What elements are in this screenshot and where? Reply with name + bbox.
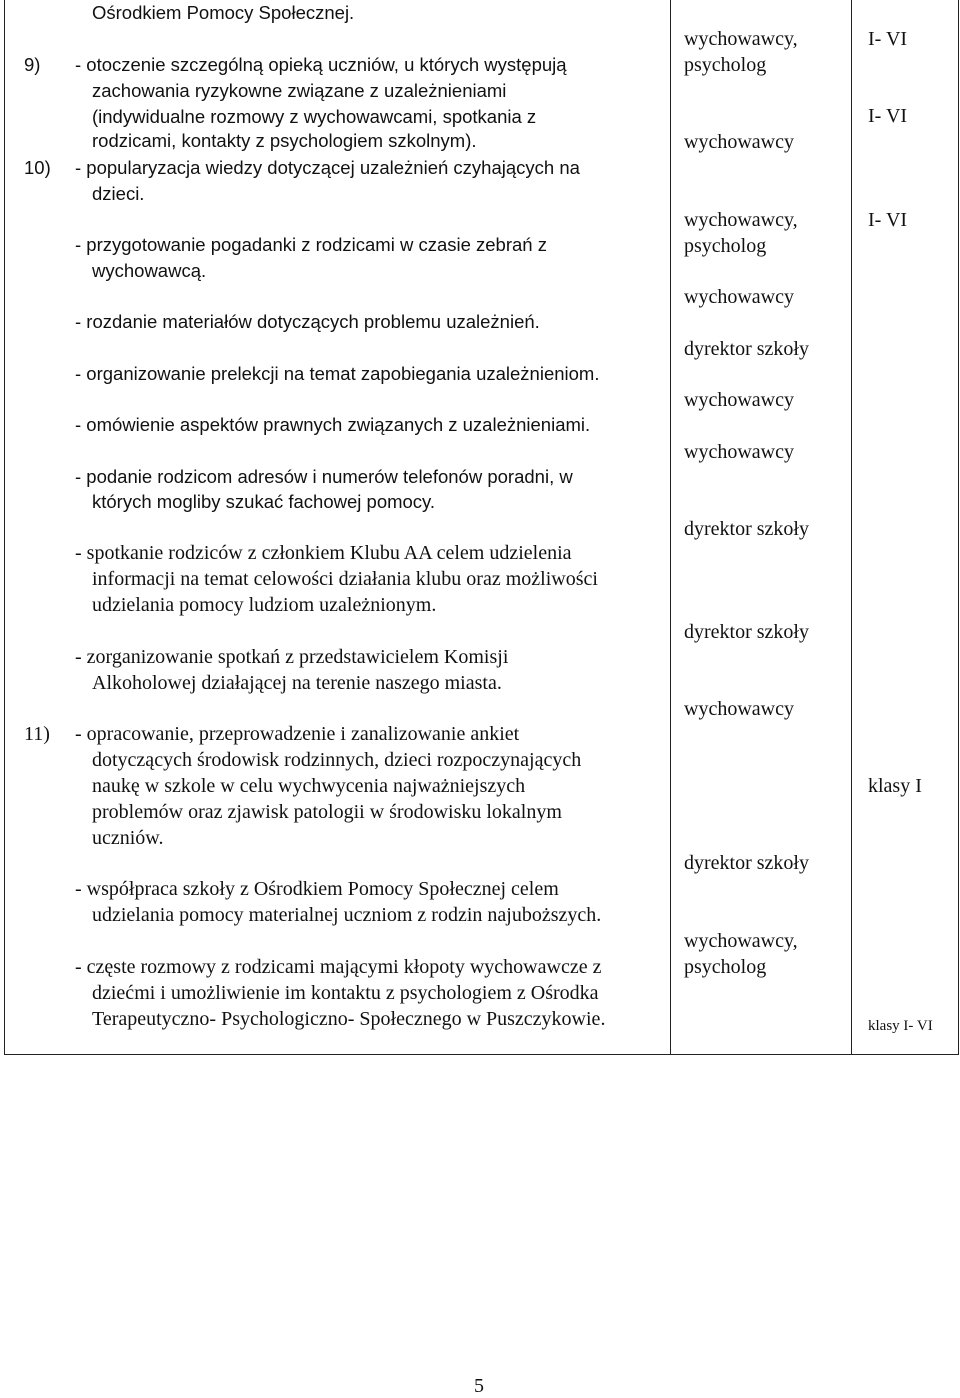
responsible-cell: dyrektor szkoły <box>684 852 809 874</box>
responsible-cell: wychowawcy, <box>684 209 798 231</box>
responsible-cell: dyrektor szkoły <box>684 518 809 540</box>
item11-line: Terapeutyczno- Psychologiczno- Społecznego w Puszczykowie. <box>92 1008 606 1030</box>
classes-cell: klasy I <box>868 775 922 797</box>
item11-line: - częste rozmowy z rodzicami mającymi kłopoty wychowawcze z <box>75 956 602 978</box>
responsible-cell: wychowawcy <box>684 441 794 463</box>
responsible-cell: wychowawcy <box>684 286 794 308</box>
item-number: 9) <box>24 54 41 75</box>
item10-line: - organizowanie prelekcji na temat zapobiegania uzależnieniom. <box>75 363 600 384</box>
item9-line: rodzicami, kontakty z psychologiem szkolnym). <box>92 130 477 151</box>
item10-line: wychowawcą. <box>92 260 207 281</box>
item9-line: (indywidualne rozmowy z wychowawcami, spotkania z <box>92 106 537 127</box>
responsible-cell: psycholog <box>684 235 767 257</box>
item10-line: których mogliby szukać fachowej pomocy. <box>92 491 436 512</box>
responsible-cell: wychowawcy, <box>684 28 798 50</box>
item10-line: - omówienie aspektów prawnych związanych z uzależnieniami. <box>75 414 591 435</box>
responsible-cell: dyrektor szkoły <box>684 621 809 643</box>
item-number: 11) <box>24 723 50 745</box>
item10-line: - zorganizowanie spotkań z przedstawicielem Komisji <box>75 646 509 668</box>
item10-line: - spotkanie rodziców z członkiem Klubu AA celem udzielenia <box>75 542 572 564</box>
item11-line: - opracowanie, przeprowadzenie i zanalizowanie ankiet <box>75 723 520 745</box>
responsible-cell: wychowawcy <box>684 131 794 153</box>
item-number: 10) <box>24 157 51 178</box>
item11-line: dotyczących środowisk rodzinnych, dzieci rozpoczynających <box>92 749 582 771</box>
item10-line: dzieci. <box>92 183 145 204</box>
item10-line: - przygotowanie pogadanki z rodzicami w czasie zebrań z <box>75 234 547 255</box>
responsible-cell: wychowawcy <box>684 389 794 411</box>
item9-line: - otoczenie szczególną opieką uczniów, u których występują <box>75 54 567 75</box>
item11-line: naukę w szkole w celu wychwycenia najważniejszych <box>92 775 526 797</box>
responsible-cell: dyrektor szkoły <box>684 338 809 360</box>
column-divider <box>851 0 852 1054</box>
classes-cell: klasy I- VI <box>868 1018 933 1034</box>
item11-line: problemów oraz zjawisk patologii w środowisku lokalnym <box>92 801 562 823</box>
continued-line: Ośrodkiem Pomocy Społecznej. <box>92 2 355 23</box>
item10-line: Alkoholowej działającej na terenie naszego miasta. <box>92 672 502 694</box>
responsible-cell: wychowawcy <box>684 698 794 720</box>
item10-line: - rozdanie materiałów dotyczących problemu uzależnień. <box>75 311 540 332</box>
classes-cell: I- VI <box>868 105 908 127</box>
item11-line: - współpraca szkoły z Ośrodkiem Pomocy Społecznej celem <box>75 878 559 900</box>
item11-line: dziećmi i umożliwienie im kontaktu z psychologiem z Ośrodka <box>92 982 599 1004</box>
responsible-cell: psycholog <box>684 956 767 978</box>
classes-cell: I- VI <box>868 28 908 50</box>
item9-line: zachowania ryzykowne związane z uzależnieniami <box>92 80 507 101</box>
page-number: 5 <box>474 1375 484 1397</box>
item11-line: udzielania pomocy materialnej uczniom z rodzin najuboższych. <box>92 904 602 926</box>
classes-cell: I- VI <box>868 209 908 231</box>
column-divider <box>670 0 671 1054</box>
responsible-cell: psycholog <box>684 54 767 76</box>
responsible-cell: wychowawcy, <box>684 930 798 952</box>
item10-line: - podanie rodzicom adresów i numerów telefonów poradni, w <box>75 466 573 487</box>
item10-line: udzielania pomocy ludziom uzależnionym. <box>92 594 437 616</box>
item11-line: uczniów. <box>92 827 164 849</box>
item10-line: - popularyzacja wiedzy dotyczącej uzależnień czyhających na <box>75 157 580 178</box>
item10-line: informacji na temat celowości działania klubu oraz możliwości <box>92 568 598 590</box>
